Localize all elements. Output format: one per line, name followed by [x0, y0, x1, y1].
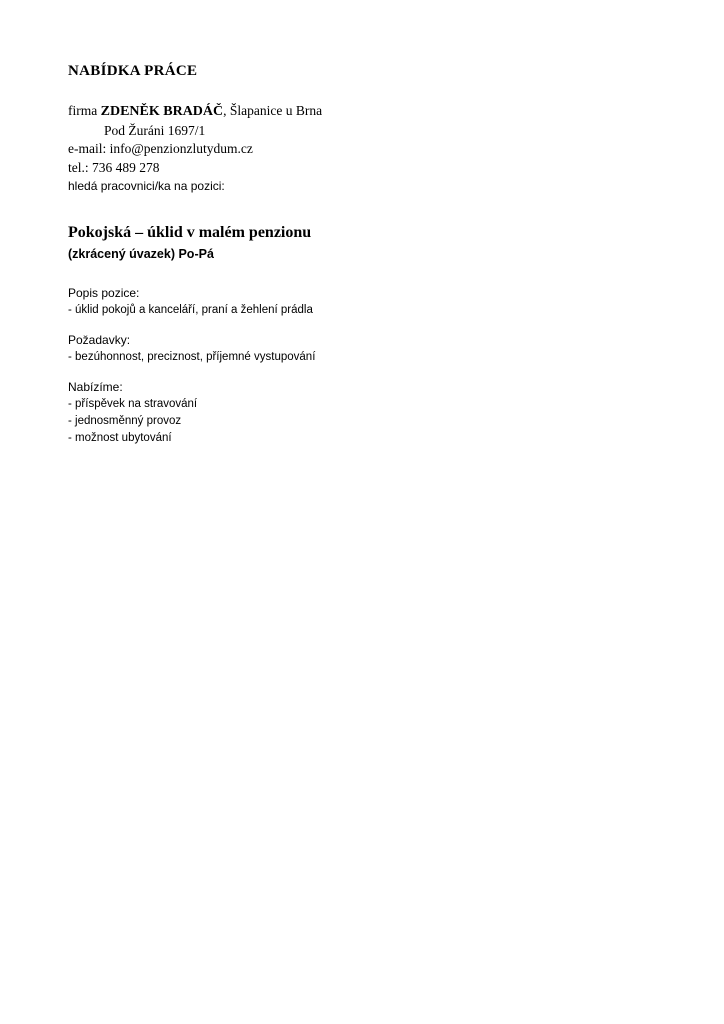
company-suffix: , Šlapanice u Brna: [223, 103, 323, 118]
list-item: - příspěvek na stravování: [68, 397, 198, 410]
job-subtitle: (zkrácený úvazek) Po-Pá: [68, 246, 214, 261]
company-phone: tel.: 736 489 278: [68, 159, 160, 175]
company-address: Pod Žuráni 1697/1: [104, 122, 206, 138]
page-title: NABÍDKA PRÁCE: [68, 63, 198, 79]
spacer-before-section-1: [68, 264, 656, 284]
spacer-before-section-3: [68, 366, 656, 378]
job-heading-block: [68, 222, 656, 264]
spacer-before-section-2: [68, 319, 656, 331]
list-item: - bezúhonnost, preciznost, příjemné vystupování: [68, 350, 316, 363]
section-pozadavky: [68, 331, 656, 366]
company-name: ZDENĚK BRADÁČ: [100, 104, 224, 119]
list-item: - úklid pokojů a kanceláří, praní a žehlení prádla: [68, 303, 313, 316]
spacer-before-job-title: [68, 196, 656, 222]
company-prefix: firma: [68, 103, 101, 118]
job-title: Pokojská – úklid v malém penzionu: [68, 223, 312, 241]
section-heading: Požadavky:: [68, 332, 131, 347]
company-block: [68, 102, 656, 196]
section-heading: Nabízíme:: [68, 379, 123, 394]
seeking-line: hledá pracovnici/ka na pozici:: [68, 179, 225, 193]
list-item: - možnost ubytování: [68, 431, 172, 444]
section-nabizime: [68, 378, 656, 447]
list-item: - jednosměnný provoz: [68, 414, 182, 427]
section-heading: Popis pozice:: [68, 285, 140, 300]
section-popis-pozice: [68, 284, 656, 319]
company-line: [68, 102, 656, 122]
company-email: e-mail: info@penzionzlutydum.cz: [68, 141, 253, 156]
